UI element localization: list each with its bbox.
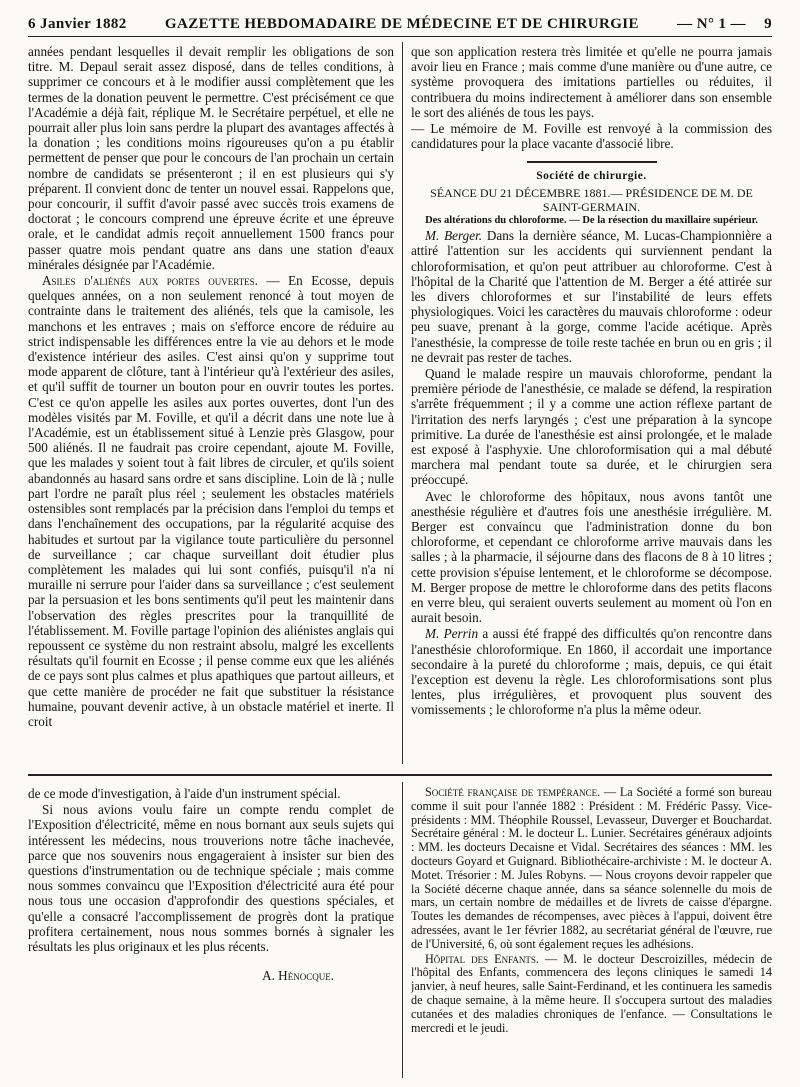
header-issue-page: [677, 16, 772, 33]
enfants-text: — M. le docteur Descroizilles, médecin de l'hôpital des Enfants, commencera des leçons cliniques le samedi 14 janvier, à neuf heures, salle Saint-Ferdinand, et les continuera les samedis de chaque semaine, à la même heure. Il s'occupera surtout des maladies cutanées et des maladies chroniques de l'enfance. — Consultations le mercredi et le jeudi.: [411, 951, 772, 1035]
perrin-text: a aussi été frappé des difficultés qu'on rencontre dans l'anesthésie chloroformique. En 1860, il accordait une importance secondaire à la pureté du chloroforme ; mais, depuis, ce qui était l'exception est devenu la règle. Les chloroformisations sont plus lentes, plus irrégulières, et provoquent plus souvent des vomissements ; le chloroforme n'a plus la même odeur.: [411, 626, 772, 718]
left-column-bottom: [28, 786, 394, 1076]
author-signature: A. Hénocque.: [262, 968, 334, 984]
academy-concours-paragraph: années pendant lesquelles il devait remplir les obligations de son titre. M. Depaul serait assez disposé, dans de telles conditions, à supprimer ce concours et à le modifier aussi complètement que les termes de la donation peuvent le permettre. C'est précisément ce que l'Académie a déjà fait, réplique M. le Secrétaire perpétuel, et elle ne pourrait aller plus loin sans perdre la plupart des avantages affectés à la donation ; les conditions moins rigoureuses qu'on a pu établir permettent de penser que pour le concours de l'an prochain un certain nombre de candidats se présenteront ; il en est plusieurs qui s'y préparent. Il convient donc de tenter un nouvel essai. Rappelons que, pour concourir, il suffit d'avoir passé avec succès trois examens de doctorat ; le concours comprend une épreuve écrite et une épreuve orale, et le candidat admis reçoit annuellement 1500 francs pour passer quatre mois pendant quatre ans dans une station d'eaux minérales désignée par l'Académie.: [28, 44, 394, 272]
header-issue: — N° 1 —: [677, 15, 746, 32]
society-title: Société de chirurgie.: [536, 170, 647, 183]
right-column-top: [411, 44, 772, 764]
foville-memoire-paragraph: — Le mémoire de M. Foville est renvoyé à la commission des candidatures pour la place vacante d'associé libre.: [411, 121, 772, 152]
temperance-text: — La Société a formé son bureau comme il suit pour l'année 1882 : Président : M. Frédéric Passy. Vice-présidents : MM. Théophile Roussel, Levasseur, Duverger et Bouchardat. Secrétaire général : M. le docteur L. Lunier. Secrétaires généraux adjoints : MM. les docteurs Decaisne et Vidal. Secrétaires des séances : MM. les docteurs Goyard et Guignard. Bibliothécaire-archiviste : M. le docteur A. Motet. Trésorier : M. Jules Robyns. — Nous croyons devoir rappeler que la Société décerne chaque année, dans sa séance solennelle du mois de mars, un certain nombre de médailles et de livrets de caisse d'épargne. Toutes les demandes de récompenses, avec pièces à l'appui, doivent être adressées, avant le 1er février 1882, au secrétariat général de l'œuvre, rue de l'Université, 6, où sont également reçues les adhésions.: [411, 786, 772, 951]
malade-paragraph: Quand le malade respire un mauvais chloroforme, pendant la première période de l'anesthésie, ce malade se défend, la respiration s'arrête fréquemment ; il y a comme une action réflexe partant de l'irritation des nerfs laryngés ; c'est une préparation à la syncope primitive. La durée de l'anesthésie est ainsi prolongée, et le malade est exposé à l'asphyxie. Une chloroformisation qui a mal débuté marchera mal pendant toute sa durée, et le chirurgien sera préoccupé.: [411, 365, 772, 488]
berger-paragraph: [411, 228, 772, 365]
enfants-paragraph: [411, 953, 772, 1036]
temperance-paragraph: [411, 786, 772, 952]
exposition-paragraph: Si nous avions voulu faire un compte rendu complet de l'Exposition d'électricité, même en nous bornant aux seuls sujets qui intéressent les médecins, nous trouverions notre tâche inachevée, parce que nos souvenirs nous engageraient à insister sur bien des questions d'instrumentation ou de technique spéciale ; mais comme nous sommes convaincu que l'Exposition d'électricité aura été pour nous tous une occasion d'approfondir des questions spéciales, et qu'elle a consacré l'accomplissement de progrès dont la pratique profitera certainement, nous nous sommes bornés à signaler les résultats les plus originaux et les plus récents.: [28, 802, 394, 955]
page-header: [28, 12, 772, 37]
asiles-text: — En Ecosse, depuis quelques années, on a non seulement renoncé à tout moyen de contrainte dans le traitement des aliénés, tels que la camisole, les manchons et les entraves ; mais on s'efforce encore de réduire au strict indispensable les différences entre la vie au dehors et le mode d'existence intérieur des asiles. C'est ainsi qu'on y supprime tout mode apparent de clôture, tant à l'intérieur qu'à l'extérieur des asiles, et qu'il suffit de tourner un bouton pour en ouvrir toutes les portes. C'est ce qu'on appelle les asiles aux portes ouvertes, dont l'un des modèles visités par M. Foville, et qu'il a décrit dans une note lue à l'Académie, est un établissement situé à Lenzie près Glasgow, pour 500 aliénés. Il ne faudrait pas croire cependant, ajoute M. Foville, que les malades y soient tout à fait libres de circuler, et qu'ils soient abandonnés au hasard sans ordre et sans discipline. Loin de là ; nulle part l'ordre ne paraît plus réel ; seulement les obstacles matériels ostensibles sont remplacés par la précision dans l'emploi du temps et dans l'enchaînement des occupations, par la régularité acquise des habitudes et surtout par la vigilance toute particulière du personnel de surveillance ; car chaque surveillant doit étudier plus complètement les malades qui lui sont confiés, puisqu'il n'a ni muraille ni serrure pour l'aider dans sa surveillance ; c'est seulement par la persuasion et les bons sentiments qu'il peut les maintenir dans l'observation des règles prescrites pour la tranquillité de l'établissement. M. Foville partage l'opinion des aliénistes anglais qui repoussent ce système du non restraint absolu, malgré les excellents résultats qu'il fournit en Ecosse ; il pense comme eux que les aliénés de ce pays sont plus calmes et plus apathiques que partout ailleurs, et que cette manière de procéder ne fait que substituer la résistance humaine, pouvant devenir active, à un obstacle matériel et inerte. Il croit: [28, 273, 394, 729]
asiles-paragraph: [28, 273, 394, 729]
session-subject: Des altérations du chloroforme. — De la résection du maxillaire supérieur.: [425, 214, 758, 226]
foville-conclusion-paragraph: que son application restera très limitée et qu'elle ne pourra jamais avoir lieu en France ; mais comme d'une manière ou d'une autre, ce système provoquera des imitations partielles ou réduites, il contribuera du moins indirectement à améliorer dans son ensemble le sort des aliénés de tous les pays.: [411, 44, 772, 120]
society-title-rule: [527, 161, 657, 163]
section-divider: [28, 774, 772, 776]
header-page-number: 9: [764, 15, 772, 32]
perrin-name: M. Perrin: [425, 626, 479, 642]
instrument-paragraph: de ce mode d'investigation, à l'aide d'un instrument spécial.: [28, 786, 341, 801]
session-heading: SÉANCE DU 21 DÉCEMBRE 1881.— PRÉSIDENCE DE M. DE SAINT-GERMAIN.: [430, 185, 753, 214]
perrin-paragraph: [411, 626, 772, 717]
left-column-top: [28, 44, 394, 764]
column-divider-top: [402, 42, 403, 764]
asiles-heading: Asiles d'aliénés aux portes ouvertes.: [42, 273, 258, 289]
header-journal-title: GAZETTE HEBDOMADAIRE DE MÉDECINE ET DE CHIRURGIE: [164, 15, 639, 32]
temperance-heading: Société française de tempérance.: [425, 786, 601, 799]
berger-text: Dans la dernière séance, M. Lucas-Championnière a attiré l'attention sur les accidents qui surviennent pendant la chloroformisation, et qu'on peut attribuer au chloroforme. C'est à l'hôpital de la Charité que l'attention de M. Berger a été attirée sur les divers chloroformes et sur l'instabilité de leurs effets physiologiques. Voici les caractères du mauvais chloroforme : odeur peu suave, prenant à la gorge, comme l'acide acétique. Après l'anesthésie, la compresse de toile reste tachée en brun ou en gris ; il ne devrait pas rester de taches.: [411, 228, 772, 365]
right-column-bottom: [411, 786, 772, 1078]
hopitaux-paragraph: Avec le chloroforme des hôpitaux, nous avons tantôt une anesthésie régulière et d'autres fois une anesthésie irrégulière. M. Berger est convaincu que l'administration donne du bon chloroforme, et cependant ce chloroforme arrive mauvais dans les salles ; à la pharmacie, il séjourne dans des flacons de 8 à 10 litres ; cette provision s'épuise lentement, et le chloroforme se décompose. M. Berger propose de mettre le chloroforme dans des petits flacons en verre bleu, qui seraient ouverts seulement au moment où l'on en aurait besoin.: [411, 488, 772, 626]
column-divider-bottom: [402, 782, 403, 1078]
header-date: 6 Janvier 1882: [28, 15, 127, 32]
berger-name: M. Berger.: [425, 228, 483, 244]
enfants-heading: Hôpital des Enfants.: [425, 951, 539, 966]
